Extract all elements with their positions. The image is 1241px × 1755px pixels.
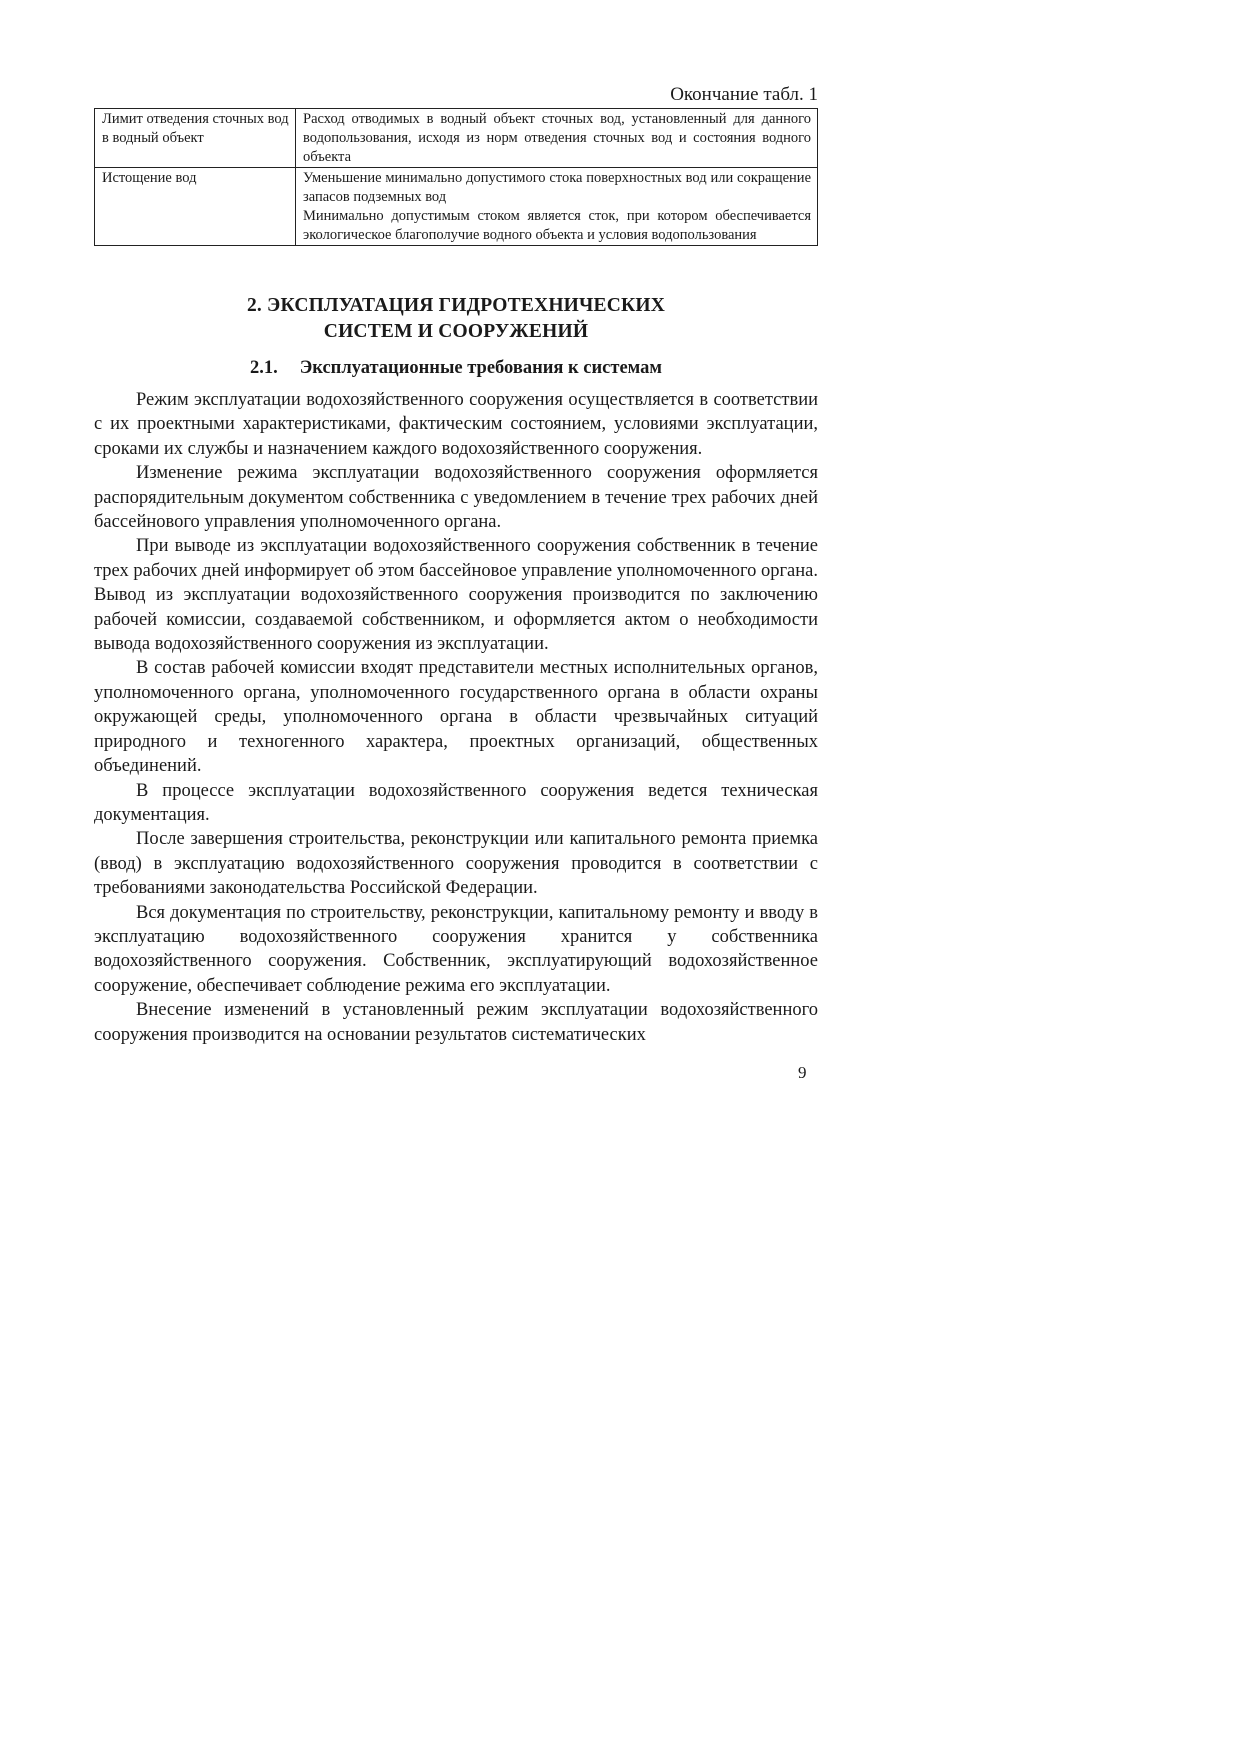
table-cell-definition — [296, 109, 818, 168]
definition-text: Расход отводимых в водный объект сточных вод, установленный для данного водопользования, исходя из норм отведения сточных вод и состояния водного объекта — [303, 111, 811, 165]
table-row — [95, 168, 818, 246]
definition-text: Уменьшение минимально допустимого стока поверхностных вод или сокращение запасов подземных вод — [303, 170, 811, 205]
definition-text: Минимально допустимым стоком является сток, при котором обеспечивается экологическое благополучие водного объекта и условия водопользования — [303, 208, 811, 243]
subsection-heading: Эксплуатационные требования к системам — [299, 358, 663, 378]
paragraph: Режим эксплуатации водохозяйственного сооружения осуществляется в соответствии с их проектными характеристиками, фактическим состоянием, условиями эксплуатации, сроками их службы и назначением каждого водохозяйственного сооружения. — [94, 390, 818, 459]
page-number: 9 — [798, 1063, 807, 1082]
paragraph: После завершения строительства, реконструкции или капитального ремонта приемка (ввод) в эксплуатацию водохозяйственного сооружения проводится в соответствии с требованиями законодательства Российской Федерации. — [94, 829, 818, 899]
section-title — [94, 293, 818, 345]
paragraph: Вся документация по строительству, реконструкции, капитальному ремонту и вводу в эксплуатацию водохозяйственного сооружения хранится у собственника водохозяйственного сооружения. Собственник, эксплуатирующий водохозяйственное сооружение, обеспечивает соблюдение режима его эксплуатации. — [94, 902, 818, 996]
paragraph: Внесение изменений в установленный режим эксплуатации водохозяйственного сооружения производится на основании результатов систематических — [94, 1000, 818, 1045]
table-cell-term: Лимит отведения сточных вод в водный объект — [95, 109, 296, 168]
section-title-line: 2. ЭКСПЛУАТАЦИЯ ГИДРОТЕХНИЧЕСКИХ — [246, 295, 666, 316]
table-cell-term: Истощение вод — [95, 168, 296, 246]
page-content — [94, 84, 818, 1047]
terms-table — [94, 108, 818, 246]
paragraph: При выводе из эксплуатации водохозяйственного сооружения собственник в течение трех рабочих дней информирует об этом бассейновое управление уполномоченного органа. Вывод из эксплуатации водохозяйственного сооружения производится по заключению рабочей комиссии, создаваемой собственником, и оформляется актом о необходимости вывода водохозяйственного сооружения из эксплуатации. — [94, 536, 818, 655]
paragraph: Изменение режима эксплуатации водохозяйственного сооружения оформляется распорядительным документом собственника с уведомлением в течение трех рабочих дней бассейнового управления уполномоченного органа. — [94, 463, 818, 533]
table-caption: Окончание табл. 1 — [670, 84, 818, 105]
subsection-number: 2.1. — [249, 358, 278, 378]
section-title-line: СИСТЕМ И СООРУЖЕНИЙ — [323, 321, 589, 342]
table-row — [95, 109, 818, 168]
table-cell-definition — [296, 168, 818, 246]
paragraph: В процессе эксплуатации водохозяйственного сооружения ведется техническая документация. — [94, 780, 818, 825]
paragraph: В состав рабочей комиссии входят представители местных исполнительных органов, уполномоченного органа, уполномоченного государственного органа в области охраны окружающей среды, уполномоченного органа в области чрезвычайных ситуаций природного и техногенного характера, проектных организаций, общественных объединений. — [94, 658, 818, 777]
subsection-title — [94, 356, 818, 380]
